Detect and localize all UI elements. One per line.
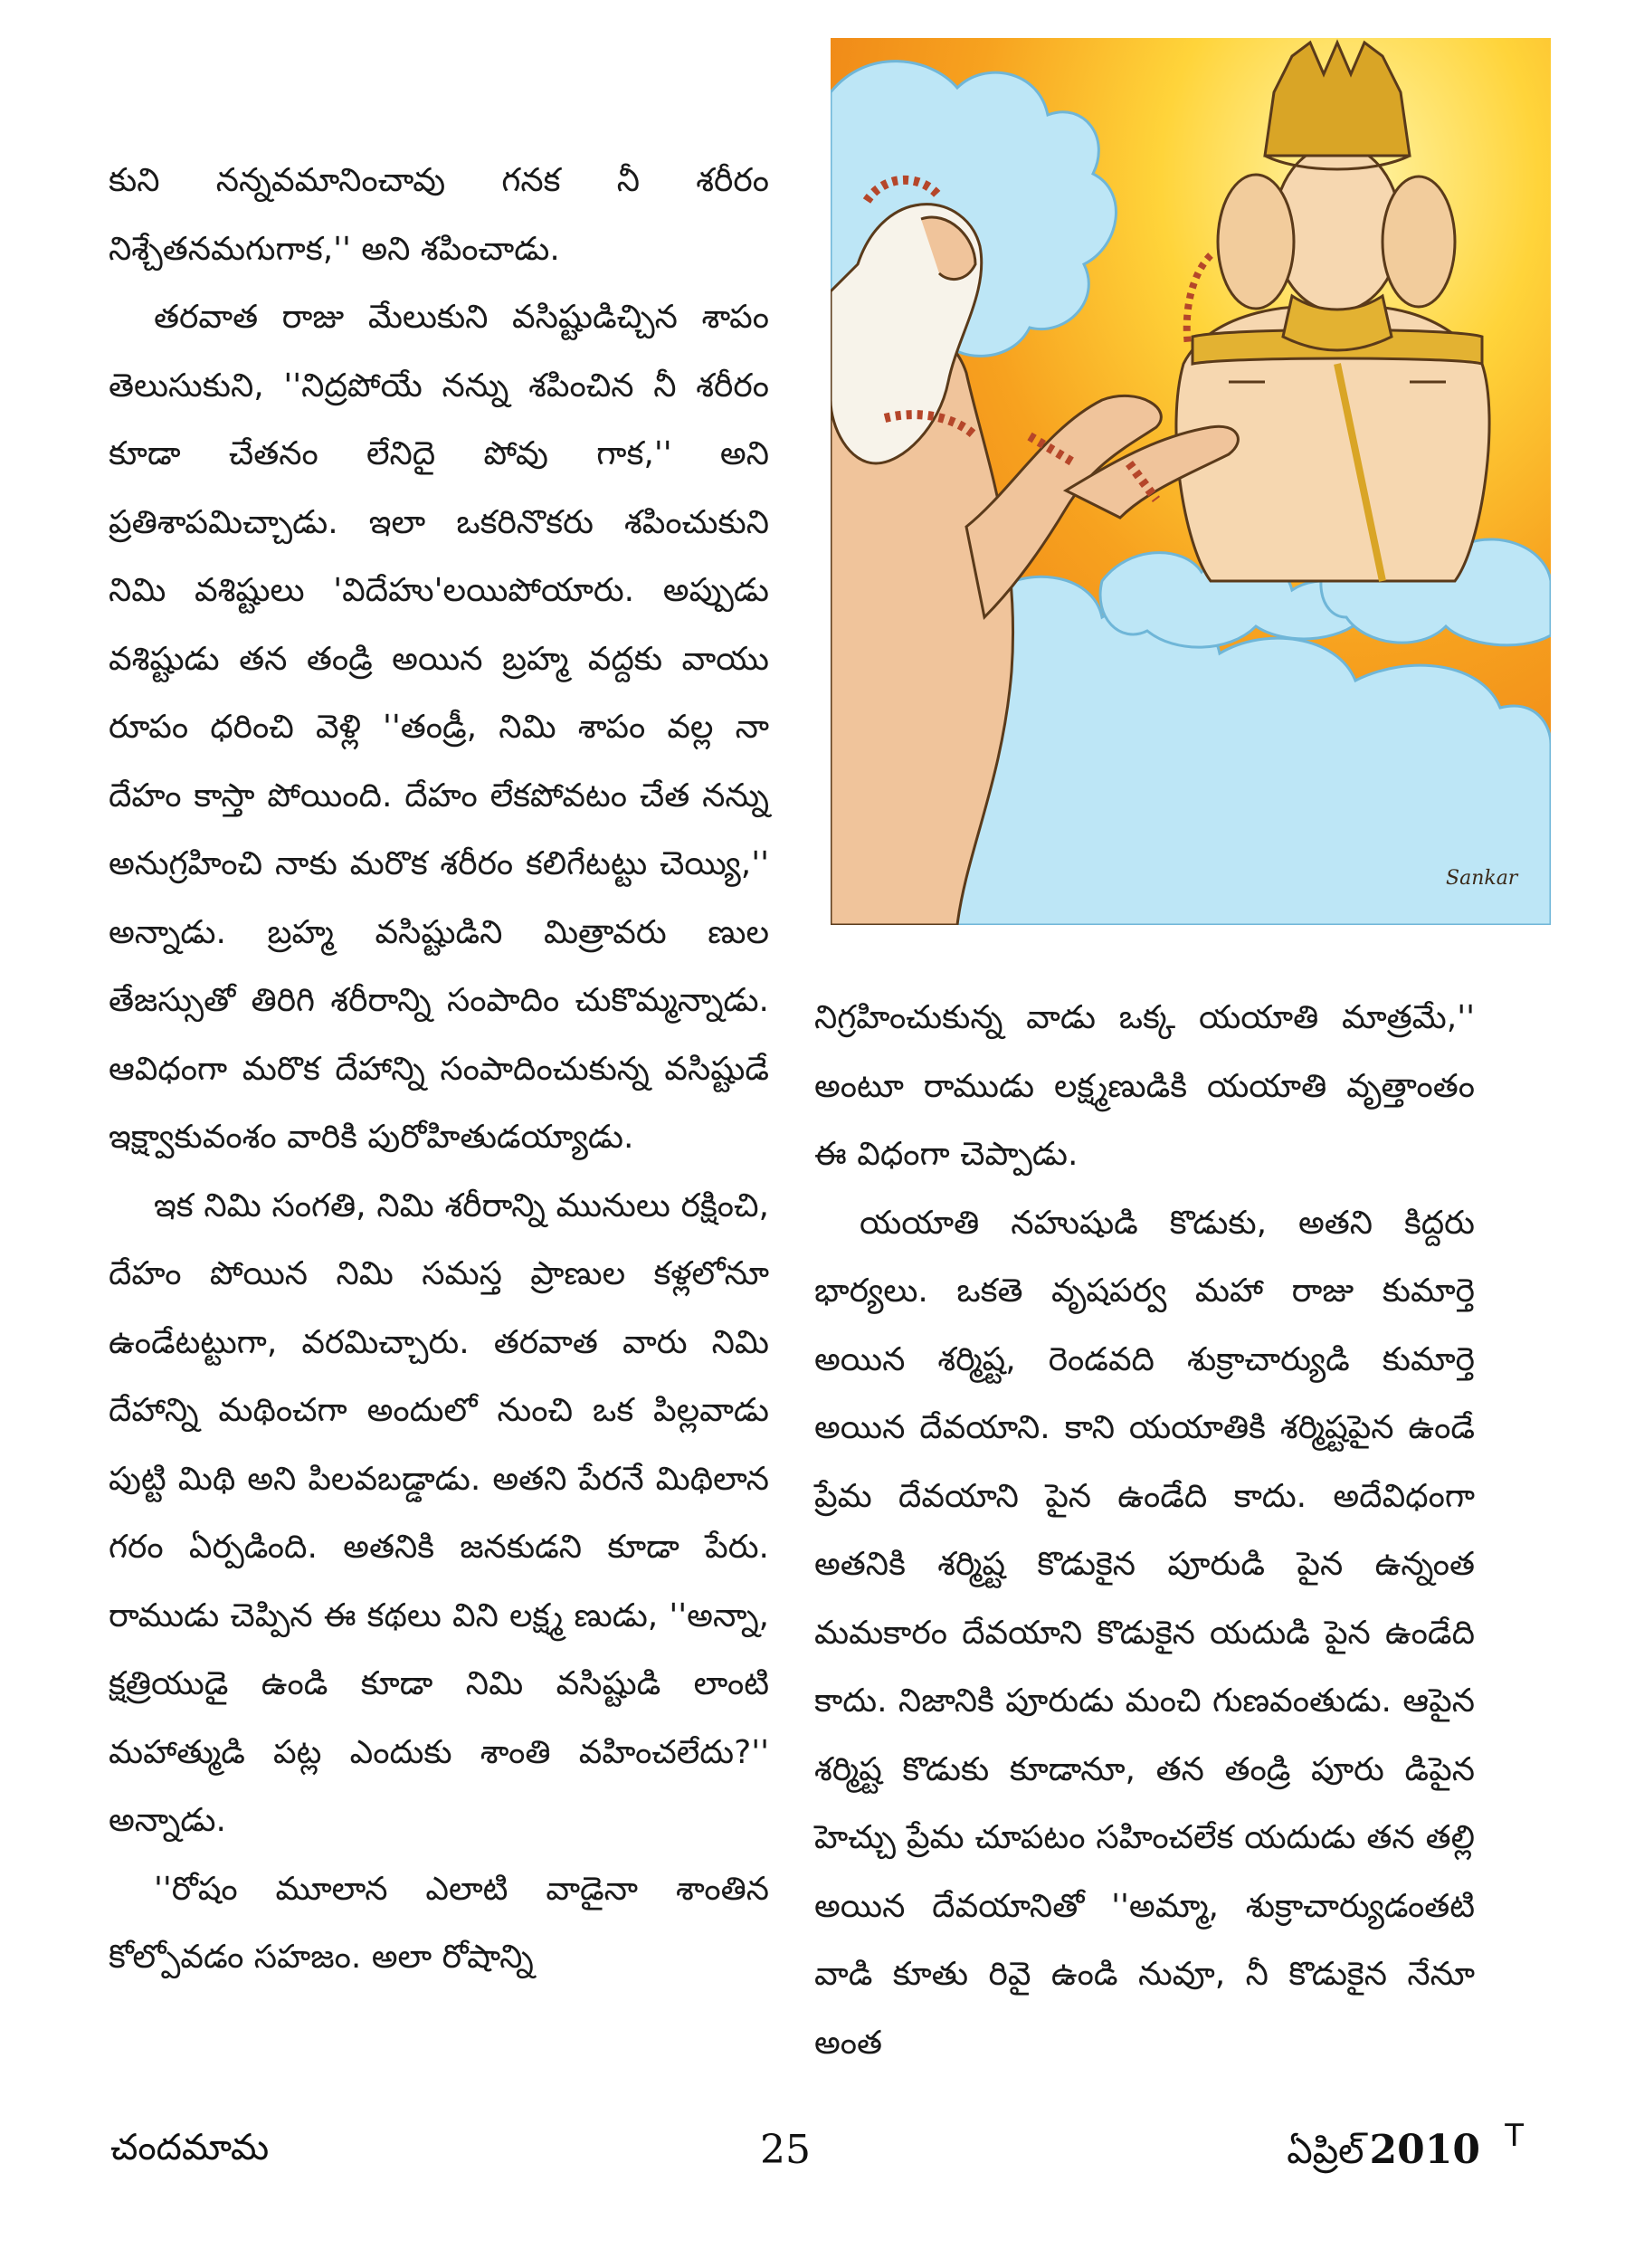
footer-issue-date [1287, 2127, 1480, 2181]
footer-year: 2010 [1369, 2127, 1480, 2173]
paragraph: తరవాత రాజు మేలుకుని వసిష్టుడిచ్చిన శాపం తెలుసుకుని, ''నిద్రపోయే నన్ను శపించిన నీ శరీరం కూడా చేతనం లేనిదై పోవు గాక,'' అని ప్రతిశాపమిచ్చాడు. ఇలా ఒకరినొకరు శపించుకుని నిమి వశిష్టులు 'విదేహు'లయిపోయారు. అప్పుడు వశిష్టుడు తన తండ్రి అయిన బ్రహ్మ వద్దకు వాయు రూపం ధరించి వెళ్లి ''తండ్రీ, నిమి శాపం వల్ల నా దేహం కాస్తా పోయింది. దేహం లేకపోవటం చేత నన్ను అనుగ్రహించి నాకు మరొక శరీరం కలిగేటట్టు చెయ్యి,'' అన్నాడు. బ్రహ్మ వసిష్టుడిని మిత్రావరు ణుల తేజస్సుతో తిరిగి శరీరాన్ని సంపాదిం చుకొమ్మన్నాడు. ఆవిధంగా మరొక దేహాన్ని సంపాదించుకున్న వసిష్టుడే ఇక్ష్వాకువంశం వారికి పురోహితుడయ్యాడు. [109, 299, 769, 1156]
artist-signature: Sankar [1446, 867, 1518, 890]
footer-page-number: 25 [760, 2127, 811, 2173]
paragraph: ఇక నిమి సంగతి, నిమి శరీరాన్ని మునులు రక్షించి, దేహం పోయిన నిమి సమస్త ప్రాణుల కళ్లలోనూ ఉండేటట్టుగా, వరమిచ్చారు. తరవాత వారు నిమి దేహాన్ని మథించగా అందులో నుంచి ఒక పిల్లవాడు పుట్టి మిథి అని పిలవబడ్డాడు. అతని పేరనే మిథిలాన గరం ఏర్పడింది. అతనికి జనకుడని కూడా పేరు. రాముడు చెప్పిన ఈ కథలు విని లక్ష్మ ణుడు, ''అన్నా, క్షత్రియుడై ఉండి కూడా నిమి వసిష్టుడి లాంటి మహాత్ముడి పట్ల ఎందుకు శాంతి వహించలేదు?'' అన్నాడు. [109, 1186, 769, 1839]
paragraph: యయాతి నహుషుడి కొడుకు, అతని కిద్దరు భార్యలు. ఒకతె వృషపర్వ మహా రాజు కుమార్తె అయిన శర్మిష్ట, రెండవది శుక్రాచార్యుడి కుమార్తె అయిన దేవయాని. కాని యయాతికి శర్మిష్టపైన ఉండే ప్రేమ దేవయాని పైన ఉండేది కాదు. అదేవిధంగా అతనికి శర్మిష్ట కొడుకైన పూరుడి పైన ఉన్నంత మమకారం దేవయాని కొడుకైన యదుడి పైన ఉండేది కాదు. నిజానికి పూరుడు మంచి గుణవంతుడు. ఆపైన శర్మిష్ట కొడుకు కూడానూ, తన తండ్రి పూరు డిపైన హెచ్చు ప్రేమ చూపటం సహించలేక యదుడు తన తల్లి అయిన దేవయానితో ''అమ్మా, శుక్రాచార్యుడంతటి వాడి కూతు రివై ఉండి నువూ, నీ కొడుకైన నేనూ అంత [814, 1204, 1475, 2062]
right-text-column [814, 984, 1475, 2077]
paragraph: ''రోషం మూలాన ఎలాటి వాడైనా శాంతిన కోల్పోవడం సహజం. అలా రోషాన్ని [109, 1870, 769, 1976]
footer-magazine-name: చందమామ [110, 2127, 270, 2168]
paragraph: నిగ్రహించుకున్న వాడు ఒక్క యయాతి మాత్రమే,'' అంటూ రాముడు లక్ష్మణుడికి యయాతి వృత్తాంతం ఈ విధంగా చెప్పాడు. [814, 999, 1475, 1173]
paragraph: కుని నన్నవమానించావు గనక నీ శరీరం నిశ్చేతనమగుగాక,'' అని శపించాడు. [109, 162, 769, 268]
footer-month: ఏప్రిల్ [1287, 2130, 1364, 2172]
footer-mark: T [1505, 2118, 1524, 2154]
left-text-column [109, 147, 769, 1992]
illustration-sage-and-brahma [831, 38, 1551, 925]
